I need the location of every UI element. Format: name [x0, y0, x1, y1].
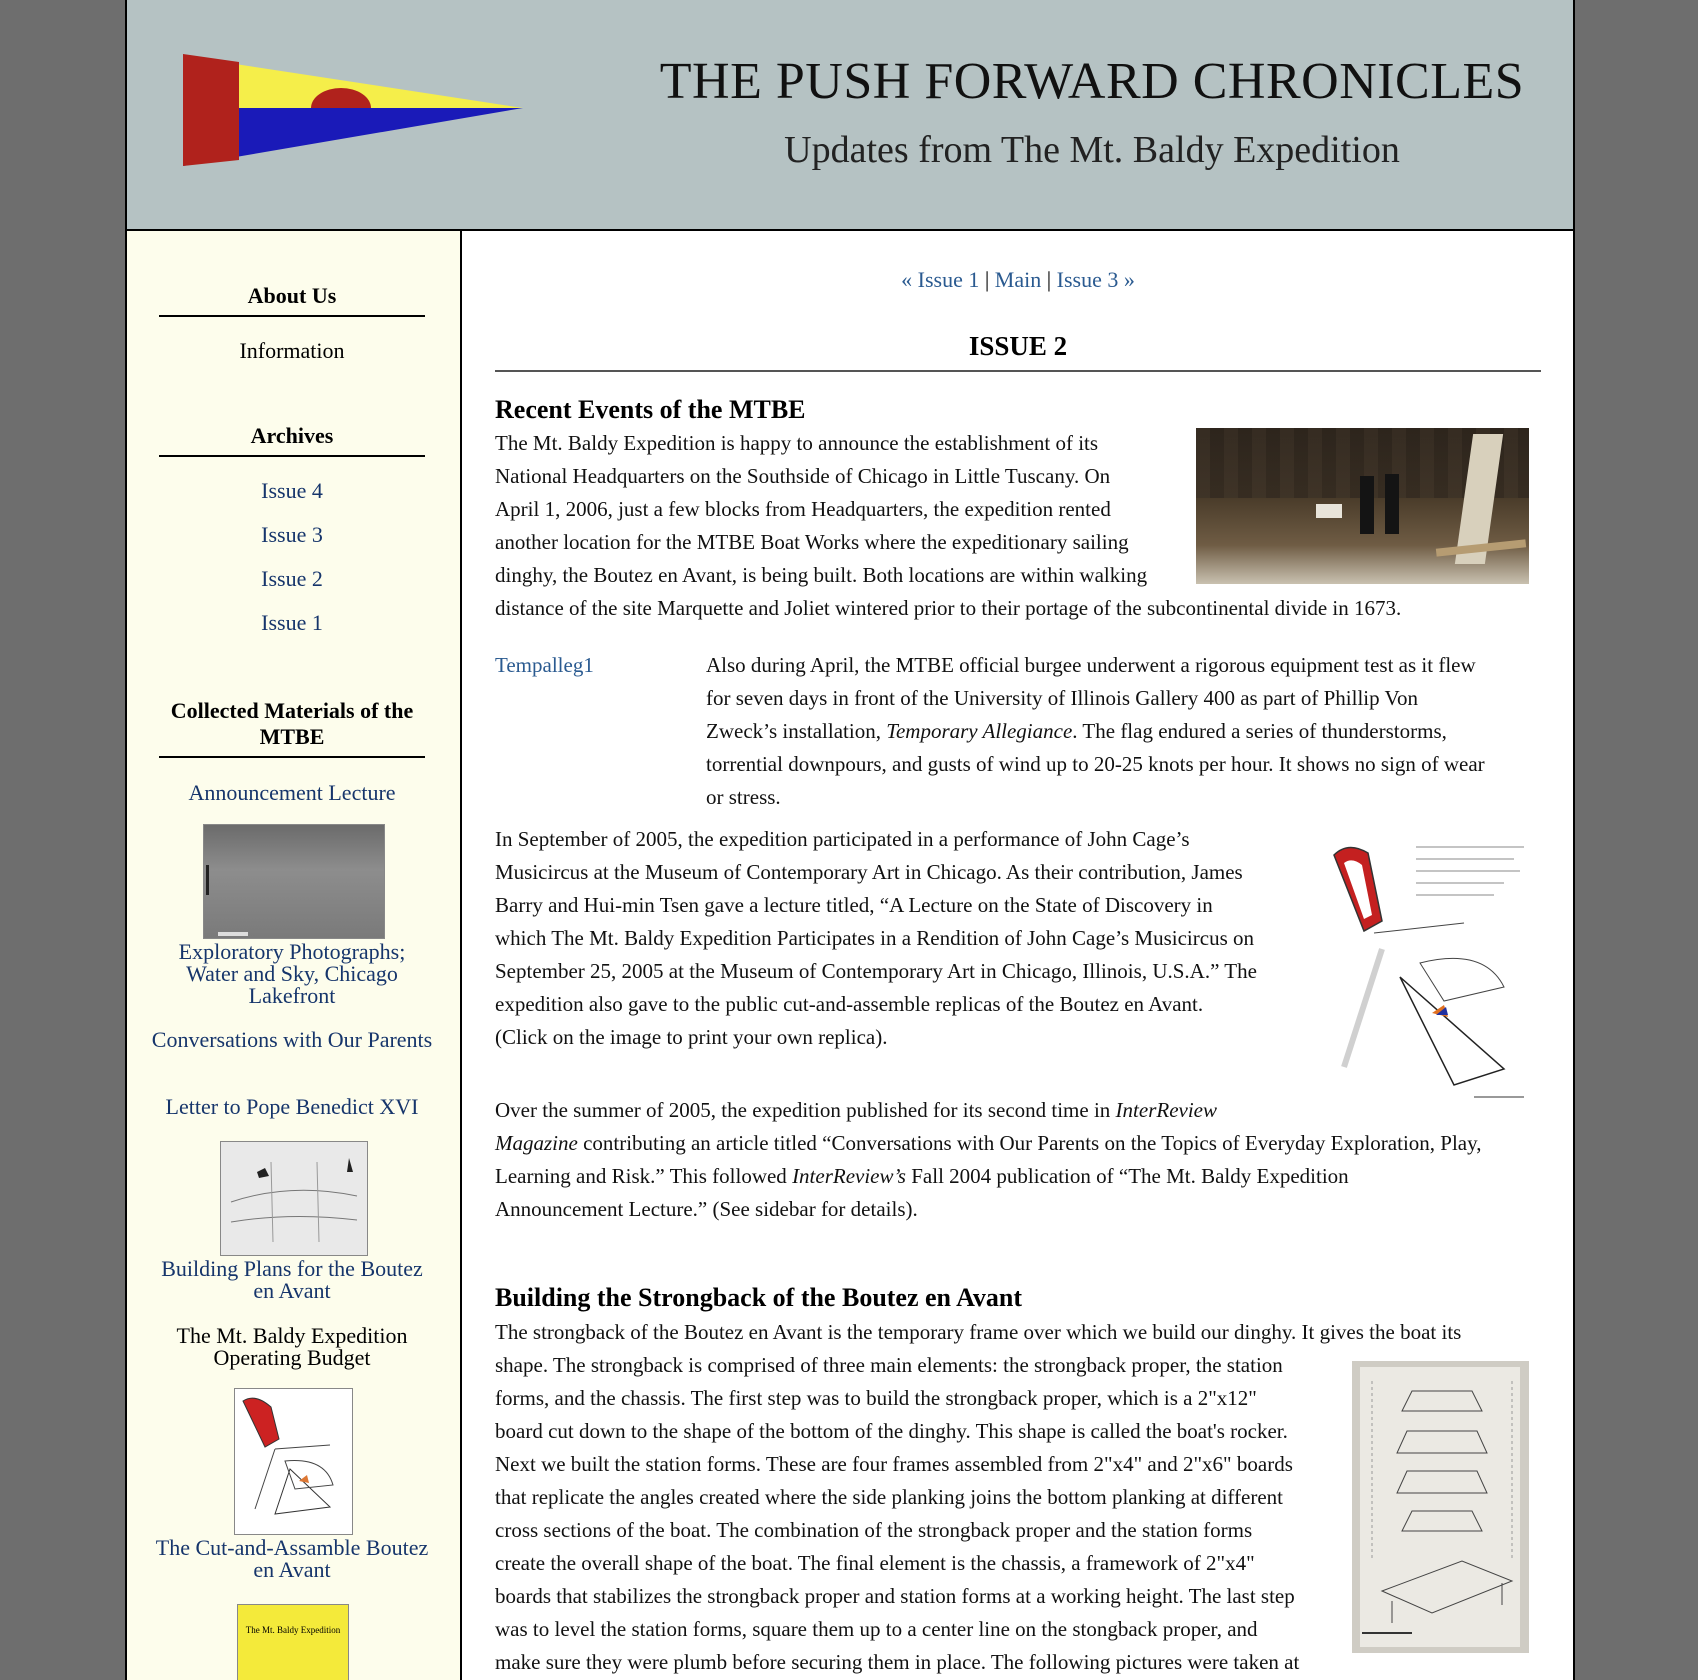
- headquarters-photo: [1196, 428, 1529, 584]
- sidebar-item-cut-and-assemble[interactable]: The Cut-and-Assamble Boutez en Avant: [155, 1535, 429, 1582]
- magazine-title: InterReview’s: [792, 1164, 906, 1188]
- sidebar-item-information[interactable]: Information: [239, 338, 345, 363]
- issue-navigation: [495, 267, 1541, 293]
- text-line: Announcement Lecture.” (See sidebar for details).: [495, 1197, 918, 1221]
- text-span: . The flag endured a series of thunderstorms,: [1072, 719, 1447, 743]
- sidebar-item-issue-4[interactable]: Issue 4: [261, 478, 323, 503]
- banner-subtitle: Updates from The Mt. Baldy Expedition: [784, 129, 1400, 171]
- paragraph-musicircus: [495, 823, 1315, 1054]
- magazine-title: Magazine: [495, 1131, 578, 1155]
- text-line: board cut down to the shape of the bottom of the dinghy. This shape is called the boat's rocker.: [495, 1419, 1288, 1443]
- paragraph-headquarters: [495, 427, 1402, 625]
- text-line: shape. The strongback is comprised of three main elements: the strongback proper, the station: [495, 1353, 1283, 1377]
- text-line: [495, 1160, 1555, 1193]
- text-line: Barry and Hui-min Tsen gave a lecture titled, “A Lecture on the State of Discovery in: [495, 893, 1213, 917]
- sidebar-item-operating-budget[interactable]: The Mt. Baldy Expedition Operating Budget: [176, 1323, 408, 1370]
- text-line: [495, 1094, 1555, 1127]
- text-line: dinghy, the Boutez en Avant, is being built. Both locations are within walking: [495, 563, 1148, 587]
- text-span: Zweck’s installation,: [706, 719, 887, 743]
- section-heading-recent-events: Recent Events of the MTBE: [495, 395, 806, 424]
- text-line: National Headquarters on the Southside of Chicago in Little Tuscany. On: [495, 464, 1111, 488]
- cut-and-assemble-thumbnail[interactable]: [234, 1388, 353, 1535]
- text-span: Learning and Risk.” This followed: [495, 1164, 793, 1188]
- sidebar-item-conversations[interactable]: Conversations with Our Parents: [151, 1027, 433, 1052]
- text-line: Also during April, the MTBE official burgee underwent a rigorous equipment test as it flew: [706, 653, 1476, 677]
- text-line: create the overall shape of the boat. The final element is the chassis, a framework of 2"x4": [495, 1551, 1255, 1575]
- text-line: torrential downpours, and gusts of wind up to 20-25 knots per hour. It shows no sign of wear: [706, 752, 1485, 776]
- tempalleg-image-link[interactable]: Tempalleg1: [495, 653, 594, 677]
- paragraph-interreview: [495, 1094, 1555, 1226]
- sidebar-item-building-plans[interactable]: Building Plans for the Boutez en Avant: [161, 1256, 423, 1303]
- sidebar-item-exploratory-photographs[interactable]: Exploratory Photographs; Water and Sky, Chicago Lakefront: [178, 939, 406, 1008]
- text-line: April 1, 2006, just a few blocks from Headquarters, the expedition rented: [495, 497, 1111, 521]
- text-line: another location for the MTBE Boat Works where the expeditionary sailing: [495, 530, 1129, 554]
- text-line: distance of the site Marquette and Joliet wintered prior to their portage of the subcontinental divide in 1673.: [495, 596, 1402, 620]
- text-line: forms, and the chassis. The first step was to build the strongback proper, which is a 2"x12": [495, 1386, 1257, 1410]
- text-span: Fall 2004 publication of “The Mt. Baldy Expedition: [905, 1164, 1349, 1188]
- sidebar-heading-collected: Collected Materials of the MTBE: [159, 698, 425, 758]
- paragraph-strongback: [495, 1316, 1555, 1679]
- text-span: Over the summer of 2005, the expedition published for its second time in: [495, 1098, 1116, 1122]
- text-line: [495, 1127, 1555, 1160]
- sidebar-heading-archives: Archives: [159, 423, 425, 457]
- text-line: expedition also gave to the public cut-and-assemble replicas of the Boutez en Avant.: [495, 992, 1204, 1016]
- text-line: The strongback of the Boutez en Avant is the temporary frame over which we build our dinghy. It gives the boat its: [495, 1320, 1462, 1344]
- sidebar-item-issue-1[interactable]: Issue 1: [261, 610, 323, 635]
- text-line: for seven days in front of the University of Illinois Gallery 400 as part of Phillip Von: [706, 686, 1418, 710]
- sidebar-heading-about: About Us: [159, 283, 425, 317]
- text-line: was to level the station forms, square them up to a center line on the stongback proper, and: [495, 1617, 1258, 1641]
- text-line: (Click on the image to print your own replica).: [495, 1025, 888, 1049]
- book-cover-label: The Mt. Baldy Expedition: [245, 1625, 341, 1635]
- cut-and-assemble-replica-image[interactable]: [1324, 837, 1529, 1107]
- nav-next-issue-link[interactable]: Issue 3 »: [1056, 267, 1135, 292]
- text-span: contributing an article titled “Conversations with Our Parents on the Topics of Everyday Exploration, Play,: [577, 1131, 1482, 1155]
- banner-title: THE PUSH FORWARD CHRONICLES: [659, 53, 1525, 110]
- sidebar-item-issue-2[interactable]: Issue 2: [261, 566, 323, 591]
- text-line: that replicate the angles created where the side planking joins the bottom planking at different: [495, 1485, 1284, 1509]
- text-line: September 25, 2005 at the Museum of Contemporary Art in Chicago, Illinois, U.S.A.” The: [495, 959, 1257, 983]
- text-line: or stress.: [706, 785, 781, 809]
- text-line: cross sections of the boat. The combination of the strongback proper and the station forms: [495, 1518, 1253, 1542]
- sidebar-item-letter-to-pope[interactable]: Letter to Pope Benedict XVI: [165, 1094, 419, 1119]
- text-line: make sure they were plumb before securing them in place. The following pictures were taken at: [495, 1650, 1300, 1674]
- sidebar: [127, 231, 462, 1680]
- text-line: Musicircus at the Museum of Contemporary Art in Chicago. As their contribution, James: [495, 860, 1243, 884]
- building-plans-thumbnail[interactable]: [220, 1141, 368, 1256]
- page-frame: [125, 0, 1575, 1680]
- sidebar-item-issue-3[interactable]: Issue 3: [261, 522, 323, 547]
- magazine-title: InterReview: [1115, 1098, 1217, 1122]
- text-line: Next we built the station forms. These are four frames assembled from 2"x4" and 2"x6" boards: [495, 1452, 1293, 1476]
- issue-title: ISSUE 2: [495, 331, 1541, 372]
- nav-separator: |: [1041, 267, 1057, 292]
- text-line: which The Mt. Baldy Expedition Participates in a Rendition of John Cage’s Musicircus on: [495, 926, 1255, 950]
- paragraph-burgee-test: [706, 649, 1546, 814]
- exploratory-photo-thumbnail[interactable]: [203, 824, 385, 939]
- text-line: In September of 2005, the expedition participated in a performance of John Cage’s: [495, 827, 1190, 851]
- section-heading-strongback: Building the Strongback of the Boutez en Avant: [495, 1283, 1023, 1312]
- nav-separator: |: [979, 267, 995, 292]
- site-banner: [127, 0, 1573, 231]
- nav-prev-issue-link[interactable]: « Issue 1: [901, 267, 980, 292]
- burgee-flag-icon: [183, 52, 523, 172]
- text-line: boards that stabilizes the strongback proper and station forms at a working height. The last step: [495, 1584, 1295, 1608]
- nav-main-link[interactable]: Main: [994, 267, 1042, 292]
- expedition-book-thumbnail[interactable]: [237, 1604, 349, 1680]
- text-line: [706, 715, 1546, 748]
- sidebar-item-announcement-lecture[interactable]: Announcement Lecture: [188, 780, 396, 805]
- text-line: The Mt. Baldy Expedition is happy to announce the establishment of its: [495, 431, 1099, 455]
- installation-title: Temporary Allegiance: [886, 719, 1073, 743]
